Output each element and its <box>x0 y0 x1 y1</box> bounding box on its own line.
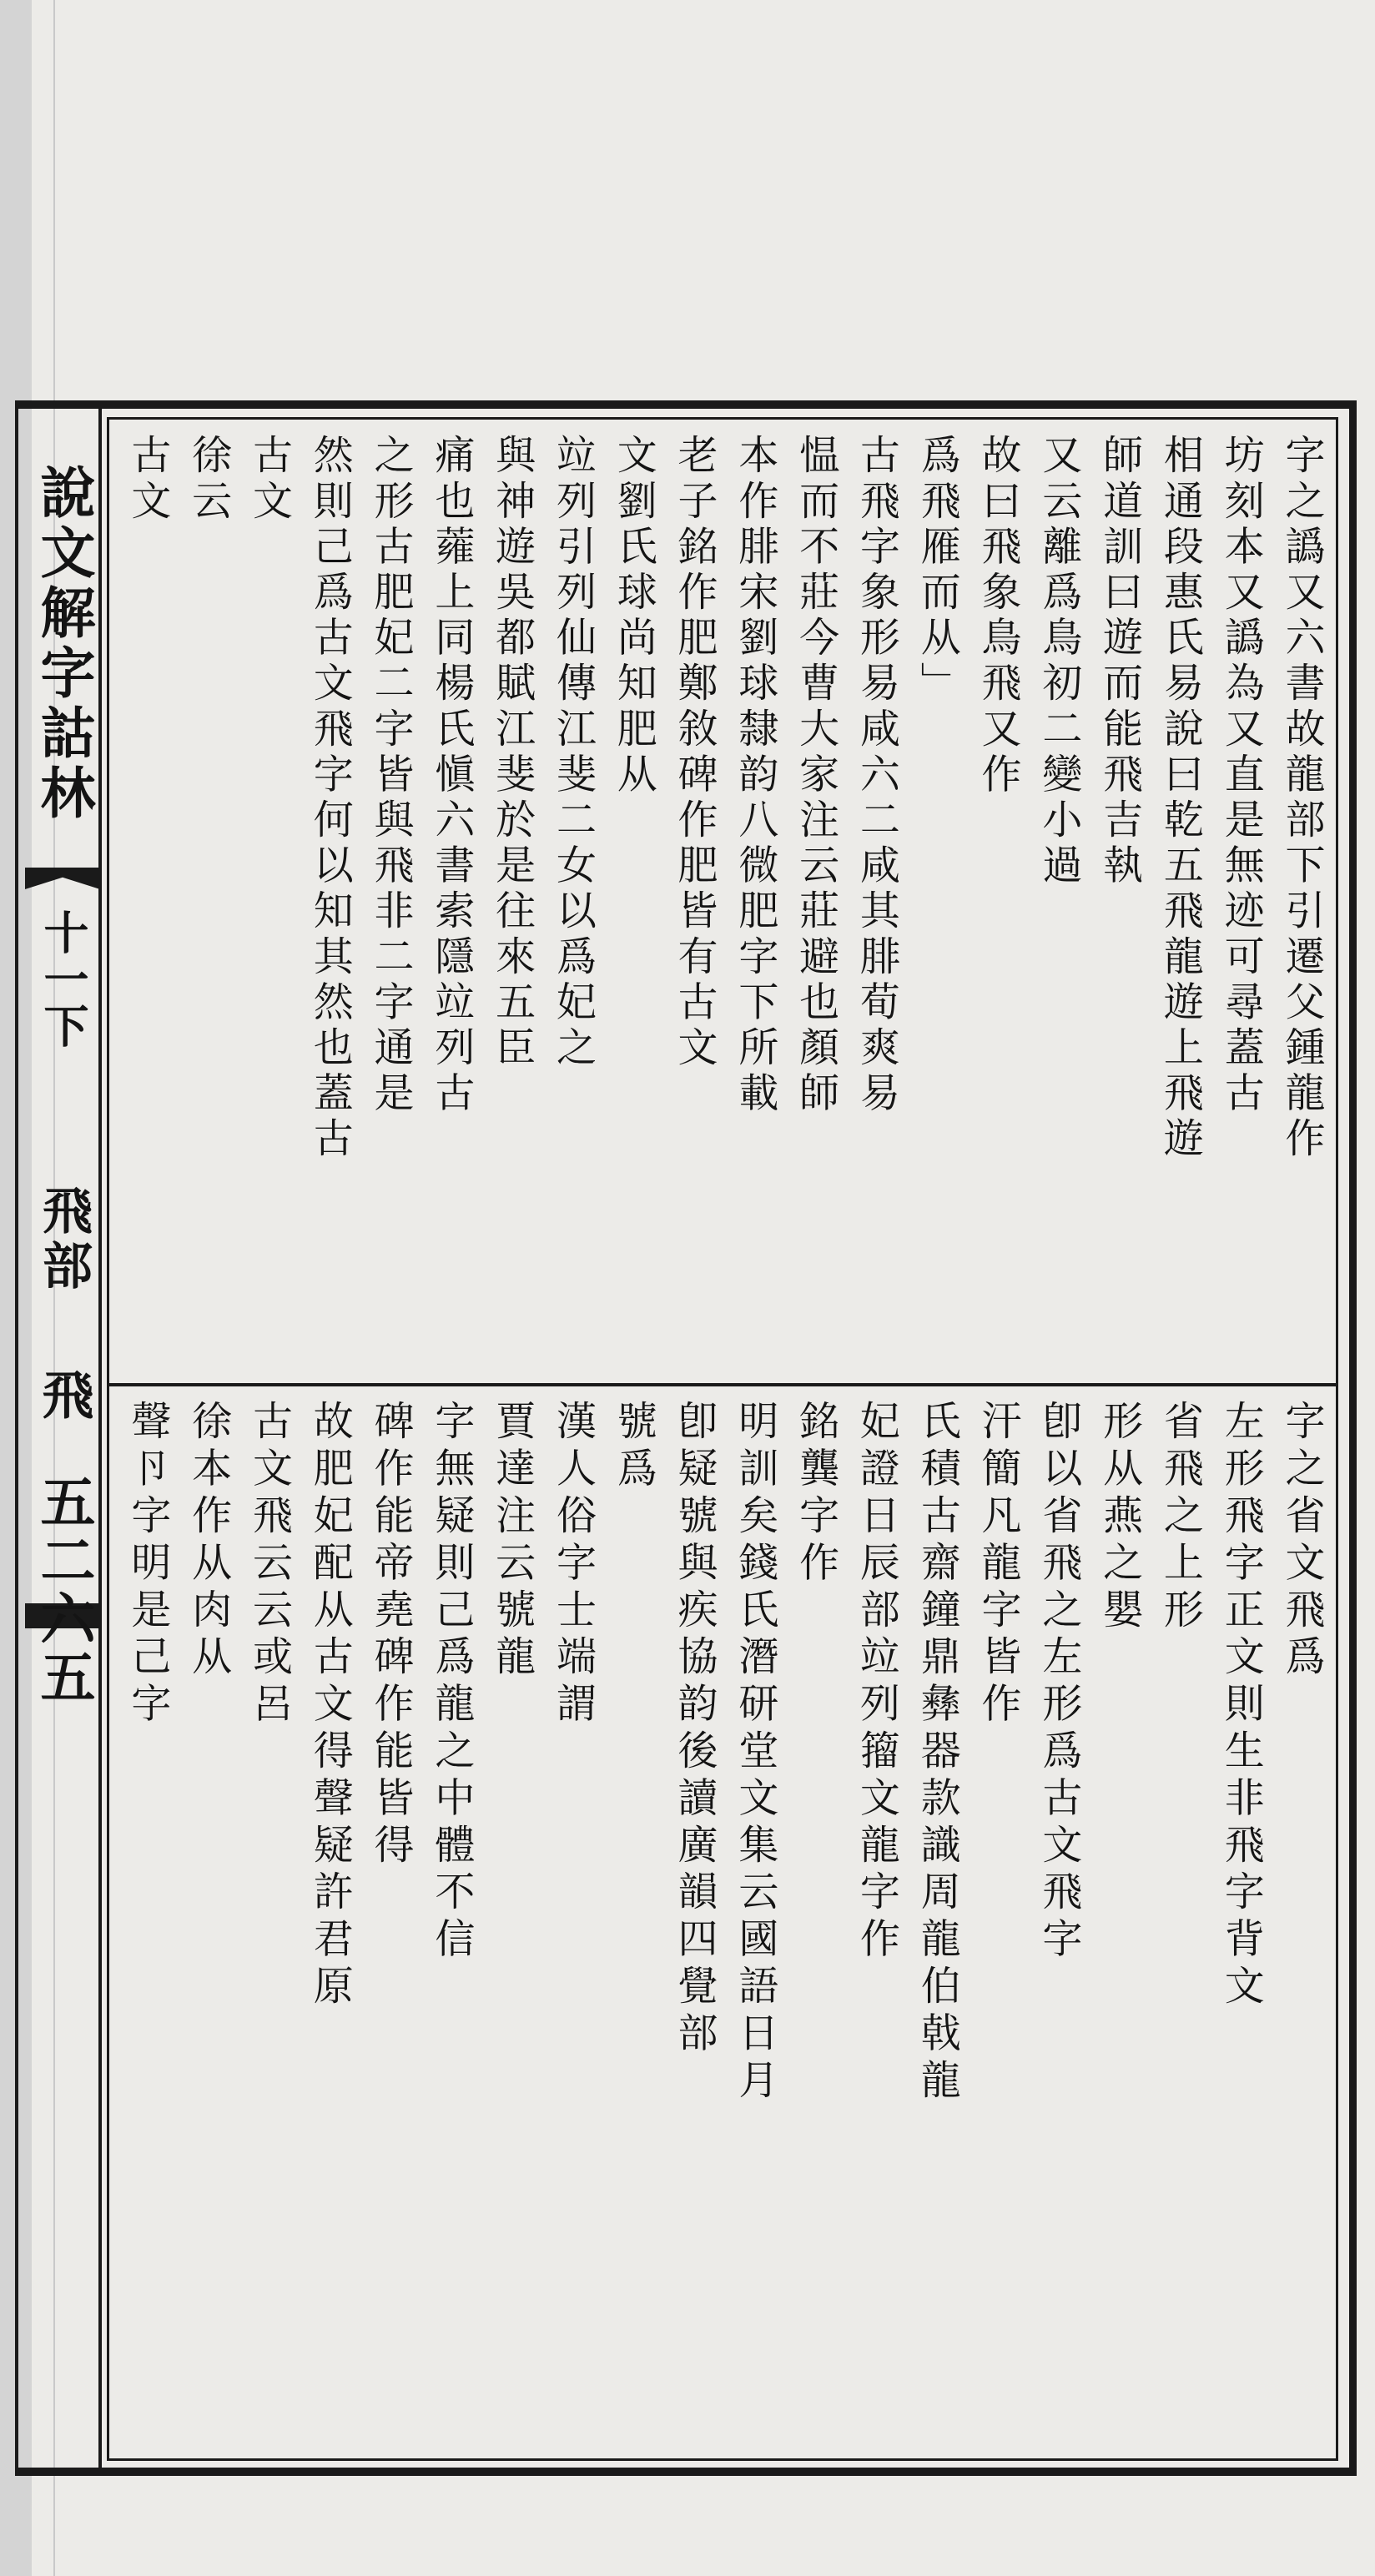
text-column: 老子銘作肥鄭敘碑作肥皆有古文 <box>671 434 718 1072</box>
text-column: 賈達注云號龍 <box>488 1400 536 1683</box>
entry-separator <box>107 1383 1338 1386</box>
text-column: 愠而不莊今曹大家注云莊避也顏師 <box>792 434 839 1117</box>
section-label: 飛部 <box>34 1185 93 1295</box>
text-column: 明訓矣錢氏潛研堂文集云國語日月 <box>731 1400 778 2106</box>
volume-label: 十一下 <box>37 909 90 1049</box>
book-title: 說文解字詁林 <box>31 464 96 824</box>
text-column: 痛也蕹上同楊氏愼六書索隱竝列古 <box>427 434 475 1117</box>
text-column: 古文 <box>123 434 171 526</box>
text-column: 氏積古齋鐘鼎彝器款識周龍伯戟龍 <box>914 1400 961 2106</box>
text-column: 又云離爲鳥初二變小過 <box>1035 434 1082 889</box>
text-column: 然則己爲古文飛字何以知其然也蓋古 <box>306 434 354 1163</box>
text-column: 坊刻本又譌為又直是無迹可尋蓋古 <box>1217 434 1265 1117</box>
text-column: 古文 <box>245 434 293 526</box>
text-column: 字無疑則己爲龍之中體不信 <box>427 1400 475 1965</box>
upper-text-block <box>117 422 1332 1381</box>
text-column: 徐本作从肉从 <box>184 1400 232 1683</box>
text-column: 古文飛云云或呂 <box>245 1400 293 1729</box>
margin-rule <box>98 409 102 2468</box>
text-column: 卽疑號與疾協韵後讀廣韻四覺部 <box>671 1400 718 2059</box>
text-column: 碑作能帝堯碑作能皆得 <box>367 1400 415 1870</box>
text-column: 字之省文飛爲 <box>1278 1400 1325 1683</box>
lower-text-block <box>117 1388 1332 2456</box>
text-column: 汗簡凡龍字皆作 <box>975 1400 1022 1729</box>
text-column: 左形飛字正文則生非飛字背文 <box>1217 1400 1265 2012</box>
text-column: 銘龔字作 <box>792 1400 839 1588</box>
text-column: 師道訓曰遊而能飛吉執 <box>1095 434 1143 889</box>
text-column: 故曰飛象鳥飛又作 <box>975 434 1022 798</box>
entry-label: 飛 <box>33 1368 94 1425</box>
text-column: 竝列引列仙傳江斐二女以爲妃之 <box>549 434 597 1072</box>
text-column: 之形古肥妃二字皆與飛非二字通是 <box>367 434 415 1117</box>
text-column: 與神遊吳都賦江斐於是往來五臣 <box>488 434 536 1072</box>
text-column: 妃證日辰部竝列籀文龍字作 <box>853 1400 900 1965</box>
text-column: 卽以省飛之左形爲古文飛字 <box>1035 1400 1082 1965</box>
text-column: 聲卪字明是己字 <box>123 1400 171 1729</box>
text-column: 古飛字象形易咸六二咸其腓荀爽易 <box>853 434 900 1117</box>
text-column: 爲飛雁而从」 <box>914 434 961 707</box>
text-column: 形从燕之嬰 <box>1095 1400 1143 1635</box>
text-column: 相通段惠氏易說曰乾五飛龍遊上飛遊 <box>1156 434 1204 1163</box>
text-column: 故肥妃配从古文得聲疑許君原 <box>306 1400 354 2012</box>
text-column: 徐云 <box>184 434 232 526</box>
page-number: 五二六五 <box>31 1473 96 1707</box>
text-column: 字之譌又六書故龍部下引遷父鍾龍作 <box>1278 434 1325 1163</box>
text-column: 文劉氏球尚知肥从 <box>610 434 657 798</box>
text-column: 漢人俗字士端謂 <box>549 1400 597 1729</box>
text-column: 本作腓宋劉球隸韵八微肥字下所載 <box>731 434 778 1117</box>
text-column: 號爲 <box>610 1400 657 1494</box>
text-column: 省飛之上形 <box>1156 1400 1204 1635</box>
